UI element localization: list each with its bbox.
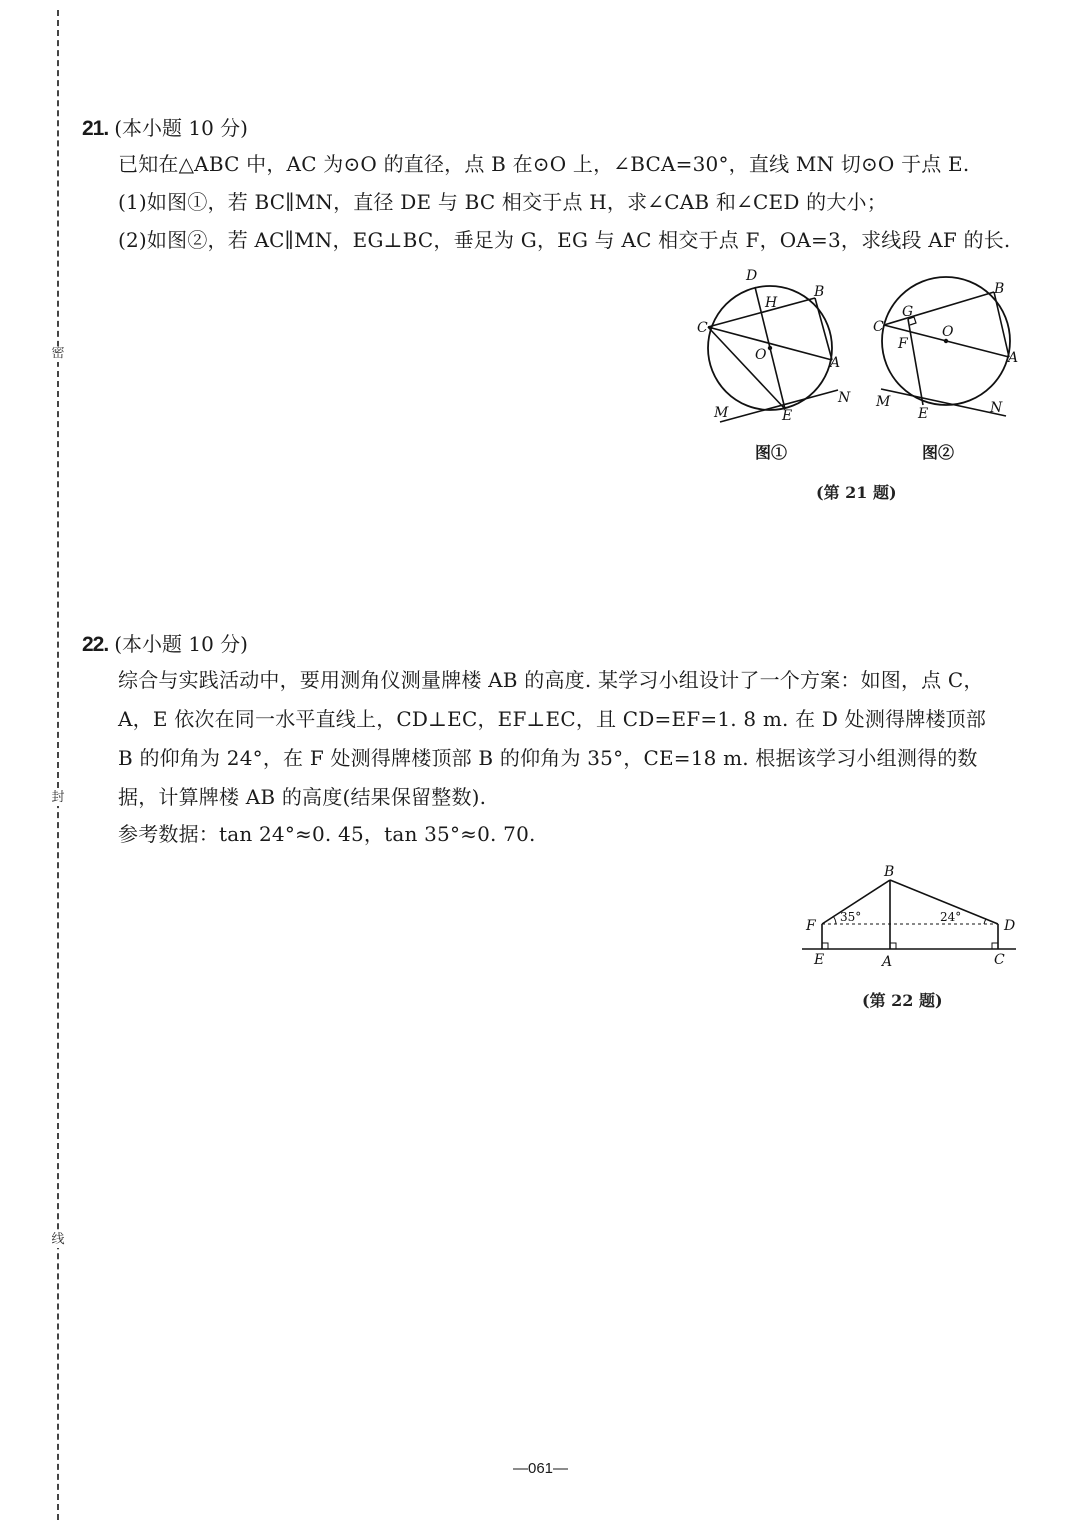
- point-e: E: [918, 406, 929, 422]
- point-e: E: [814, 952, 825, 968]
- question-22-reference-data: 参考数据：tan 24°≈0. 45，tan 35°≈0. 70.: [118, 822, 536, 846]
- question-21-points: (本小题 10 分): [114, 116, 248, 140]
- point-n: N: [990, 400, 1003, 416]
- point-a: A: [1008, 350, 1019, 366]
- question-22-line-3: B 的仰角为 24°，在 F 处测得牌楼顶部 B 的仰角为 35°，CE=18 m. 根据该学习小组测得的数: [118, 746, 978, 770]
- figure-21-2-label: 图②: [922, 443, 955, 462]
- point-c: C: [873, 319, 884, 335]
- question-22-line-2: A，E 依次在同一水平直线上，CD⊥EC，EF⊥EC，且 CD=EF=1. 8 m. 在 D 处测得牌楼顶部: [118, 707, 987, 731]
- tangent-mn: [720, 390, 838, 422]
- point-c: C: [697, 320, 708, 336]
- angle-label-d: 24°: [940, 910, 962, 924]
- chord-ba: [994, 292, 1009, 357]
- chord-ce: [708, 327, 785, 409]
- question-22-line-1: 综合与实践活动中，要用测角仪测量牌楼 AB 的高度. 某学习小组设计了一个方案：如图，点 C，: [118, 668, 984, 692]
- question-21-stem: 已知在△ABC 中，AC 为⊙O 的直径，点 B 在⊙O 上，∠BCA=30°，直线 MN 切⊙O 于点 E.: [118, 152, 970, 176]
- point-e: E: [782, 408, 793, 424]
- question-21-caption: (第 21 题): [816, 483, 897, 502]
- question-21-number: 21.: [82, 117, 109, 140]
- point-f: F: [898, 336, 908, 352]
- figure-21-1: [690, 262, 860, 434]
- point-o: O: [755, 347, 767, 363]
- point-o: O: [942, 324, 954, 340]
- binding-dashed-line: [57, 10, 59, 1520]
- segment-eg: [908, 319, 923, 405]
- point-b: B: [994, 281, 1005, 297]
- tangent-mn: [881, 389, 1006, 416]
- question-21-part-2: (2)如图②，若 AC∥MN，EG⊥BC，垂足为 G，EG 与 AC 相交于点 F，OA=3，求线段 AF 的长.: [118, 228, 1011, 252]
- figure-21-2: [866, 272, 1036, 432]
- figure-21-1-label: 图①: [755, 443, 788, 462]
- binding-char-seal: 密: [51, 346, 65, 361]
- question-22-number: 22.: [82, 633, 109, 656]
- right-angle-mark-e: [822, 943, 828, 949]
- angle-label-f: 35°: [840, 910, 862, 924]
- question-22-caption: (第 22 题): [862, 991, 943, 1010]
- question-21-header: [82, 112, 248, 141]
- center-dot: [768, 346, 772, 350]
- point-m: M: [714, 405, 729, 421]
- right-angle-mark-a: [890, 943, 896, 949]
- question-22-line-4: 据，计算牌楼 AB 的高度(结果保留整数).: [118, 785, 487, 809]
- point-d: D: [1004, 918, 1016, 934]
- question-21-part-1: (1)如图①，若 BC∥MN，直径 DE 与 BC 相交于点 H，求∠CAB 和∠CED 的大小；: [118, 190, 887, 214]
- point-d: D: [746, 268, 758, 284]
- page-number: —061—: [513, 1460, 569, 1477]
- point-b: B: [814, 284, 825, 300]
- point-m: M: [876, 394, 891, 410]
- binding-char-line: 线: [51, 1232, 65, 1247]
- point-g: G: [902, 304, 914, 320]
- angle-arc-f: [833, 916, 836, 924]
- point-f: F: [806, 918, 816, 934]
- point-a: A: [882, 954, 893, 970]
- figure-22: [798, 858, 1028, 976]
- question-22-header: [82, 628, 248, 657]
- point-a: A: [830, 355, 841, 371]
- point-n: N: [838, 390, 851, 406]
- angle-arc-d: [984, 919, 986, 924]
- point-c: C: [994, 952, 1005, 968]
- diameter-ca: [708, 327, 832, 360]
- right-angle-mark-c: [992, 943, 998, 949]
- point-h: H: [765, 295, 778, 311]
- binding-char-envelope: 封: [51, 790, 65, 805]
- point-b: B: [884, 864, 895, 880]
- question-22-points: (本小题 10 分): [114, 632, 248, 656]
